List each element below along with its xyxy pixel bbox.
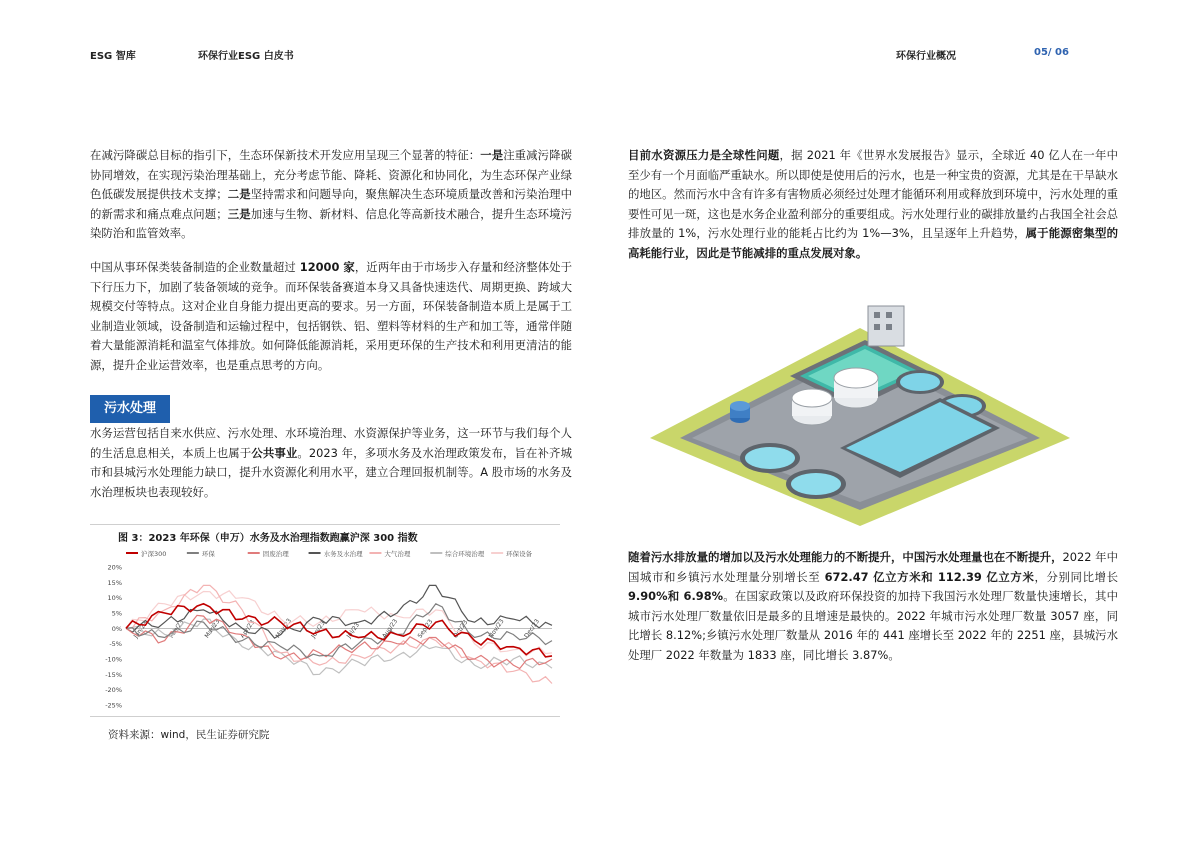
header-section: 环保行业概况 [896,51,956,62]
x-tick-label: Jun/23 [310,619,327,640]
x-tick-label: Jan/23 [132,619,150,640]
series-line-0 [126,604,552,657]
wastewater-plant-illustration [640,288,1080,528]
y-tick-label: -10% [105,655,122,664]
index-line-chart [96,545,558,713]
x-tick-label: Aug/23 [381,617,400,640]
x-tick-label: Feb/23 [168,618,186,640]
legend-label: 环保设备 [506,550,533,558]
x-tick-label: May/23 [274,617,293,640]
paragraph-wastewater-volume: 随着污水排放量的增加以及污水处理能力的不断提升，中国污水处理量也在不断提升，2022 年中国城市和乡镇污水处理量分别增长至 672.47 亿立方米和 112.39 亿立方米，分别同比增长 9.90%和 6.98%。在国家政策以及政府环保投资的加持下我国污水处理厂数量快速增长，其中城市污水处理厂数量依旧是最多的且增速是最快的。2022 年城市污水处理厂数量 3057 座，同比增长 8.12%;乡镇污水处理厂数量从 2016 年的 441 座增长至 2022 年的 2251 座，县城污水处理厂 2022 年数量为 1833 座，同比增长 3.87%。 [628,550,1118,662]
x-tick-label: Mar/23 [203,618,222,640]
paragraph-equipment: 中国从事环保类装备制造的企业数量超过 12000 家，近两年由于市场步入存量和经济整体处于下行压力下，加剧了装备领域的竞争。而环保装备赛道本身又具备快速迭代、周期更换、跨域大规模交付等特点。这对企业自身能力提出更高的要求。另一方面，环保装备制造本质上是属于工业制造业领域，设备制造和运输过程中，包括钢铁、铝、塑料等材料的生产和加工等，通常伴随着大量能源消耗和温室气体排放。如何降低能源消耗，采用更环保的生产技术和利用更清洁的能源，提升企业运营效率，也是重点思考的方向。 [90,260,572,372]
y-tick-label: -5% [109,640,122,649]
legend-label: 环保 [201,550,215,558]
paragraph-water-pressure: 目前水资源压力是全球性问题，据 2021 年《世界水发展报告》显示，全球近 40 亿人在一年中至少有一个月面临严重缺水。所以即使是使用后的污水，也是一种宝贵的资源，尤其是在干旱缺水的地区。然而污水中含有许多有害物质必须经过处理才能循环利用或释放到环境中，污水处理的重要性可见一斑，这也是水务企业盈利部分的重要组成。污水处理行业的碳排放量约占我国全社会总排放量的 1%，污水处理行业的能耗占比约为 1%—3%，且呈逐年上升趋势，属于能源密集型的高耗能行业，因此是节能减排的重点发展对象。 [628,148,1118,260]
x-tick-label: Dec/23 [523,618,541,640]
y-tick-label: 10% [107,594,122,603]
y-tick-label: -25% [105,701,122,710]
y-tick-label: 20% [107,563,122,572]
x-tick-label: Sep/23 [416,618,435,640]
legend-label: 固废治理 [262,550,289,558]
header-book-title: 环保行业ESG 白皮书 [198,51,294,62]
series-line-2 [126,615,552,668]
x-tick-label: Apr/23 [239,619,257,640]
x-tick-label: Jul/23 [345,621,361,640]
x-tick-label: Nov/23 [487,617,506,640]
paragraph-water-operations: 水务运营包括自来水供应、污水处理、水环境治理、水资源保护等业务，这一环节与我们每个人的生活息息相关，本质上也属于公共事业。2023 年，多项水务及水治理政策发布，旨在补齐城市和县城污水处理能力缺口，提升水资源化利用水平，建立合理回报机制等。A 股市场的水务及水治理板块也表现较好。 [90,426,572,499]
page-number: 05/ 06 [1034,47,1069,58]
x-tick-label: Oct/23 [452,619,470,640]
header-brand: ESG 智库 [90,51,136,62]
figure-title: 图 3：2023 年环保（申万）水务及水治理指数跑赢沪深 300 指数 [118,533,418,544]
series-line-6 [126,591,552,656]
y-tick-label: -20% [105,686,122,695]
legend-label: 沪深300 [141,550,167,558]
y-tick-label: 15% [107,578,122,587]
y-tick-label: 5% [111,609,122,618]
figure-bottom-rule [90,716,560,717]
legend-label: 水务及水治理 [323,550,363,558]
legend-label: 综合环境治理 [445,550,485,558]
figure-source: 资料来源：wind，民生证券研究院 [108,729,270,741]
legend-label: 大气治理 [384,550,411,558]
y-tick-label: -15% [105,670,122,679]
figure-top-rule [90,524,560,525]
section-title-wastewater: 污水处理 [90,395,170,423]
y-tick-label: 0% [111,624,122,633]
paragraph-tech-features: 在减污降碳总目标的指引下，生态环保新技术开发应用呈现三个显著的特征：一是注重减污降碳协同增效，在实现污染治理基础上，充分考虑节能、降耗、资源化和协同化，为生态环保产业绿色低碳发展提供技术支撑；二是坚持需求和问题导向，聚焦解决生态环境质量改善和污染治理中的新需求和痛点难点问题；三是加速与生物、新材料、信息化等高新技术融合，提升生态环境污染防治和监管效率。 [90,148,572,241]
